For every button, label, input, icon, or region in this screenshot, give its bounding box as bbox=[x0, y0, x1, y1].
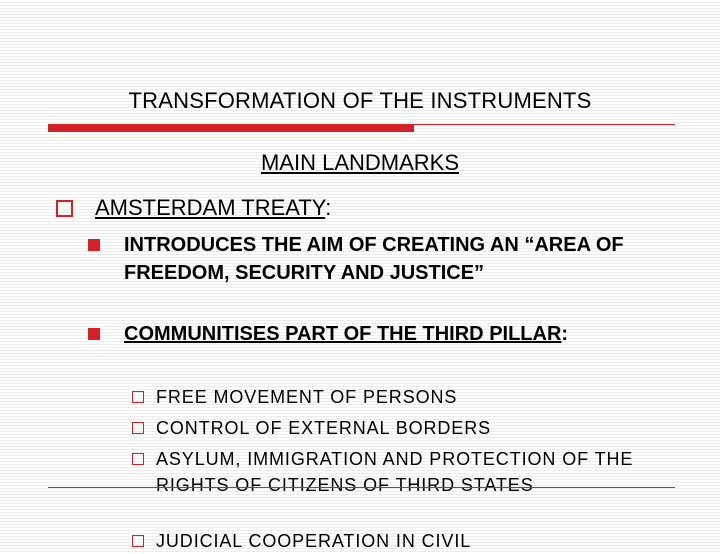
list-item-text: CONTROL OF EXTERNAL BORDERS bbox=[156, 418, 492, 438]
list-item-text: JUDICIAL COOPERATION IN CIVIL bbox=[156, 531, 472, 551]
bullet-amsterdam-treaty bbox=[56, 195, 331, 221]
hollow-square-bullet-icon bbox=[56, 200, 73, 217]
list-item bbox=[132, 446, 666, 498]
bullet-text bbox=[95, 195, 331, 221]
sub-bullet-suffix: : bbox=[561, 323, 569, 345]
hollow-square-bullet-icon bbox=[132, 453, 144, 465]
hollow-square-bullet-icon bbox=[132, 391, 144, 403]
title-accent-bar bbox=[48, 124, 414, 132]
sub-bullet-introduces bbox=[88, 231, 644, 287]
slide-title: TRANSFORMATION OF THE INSTRUMENTS bbox=[128, 88, 592, 113]
sub-bullet-main: COMMUNITISES PART OF THE THIRD bbox=[124, 323, 490, 345]
list-item-text: ASYLUM, IMMIGRATION AND PROTECTION OF THE RIGHTS OF CITIZENS OF THIRD STATES bbox=[156, 449, 634, 495]
sub-bullet-text bbox=[124, 320, 644, 348]
list-item bbox=[132, 528, 666, 554]
sub-bullet-text: INTRODUCES THE AIM OF CREATING AN “AREA OF FREEDOM, SECURITY AND JUSTICE” bbox=[124, 234, 624, 284]
slide-subtitle: MAIN LANDMARKS bbox=[260, 150, 460, 175]
sub-bullet-underlined: PILLAR bbox=[489, 323, 562, 345]
bullet-suffix: : bbox=[325, 195, 332, 220]
list-item-text: FREE MOVEMENT OF PERSONS bbox=[156, 387, 458, 407]
footer-divider-line bbox=[48, 487, 675, 488]
hollow-square-bullet-icon bbox=[132, 535, 144, 547]
hollow-square-bullet-icon bbox=[132, 422, 144, 434]
list-item bbox=[132, 384, 666, 410]
filled-square-bullet-icon bbox=[88, 328, 100, 340]
sub-bullet-communitises bbox=[88, 320, 644, 348]
bullet-label: AMSTERDAM TREATY bbox=[95, 195, 326, 220]
list-item bbox=[132, 415, 666, 441]
filled-square-bullet-icon bbox=[88, 239, 100, 251]
